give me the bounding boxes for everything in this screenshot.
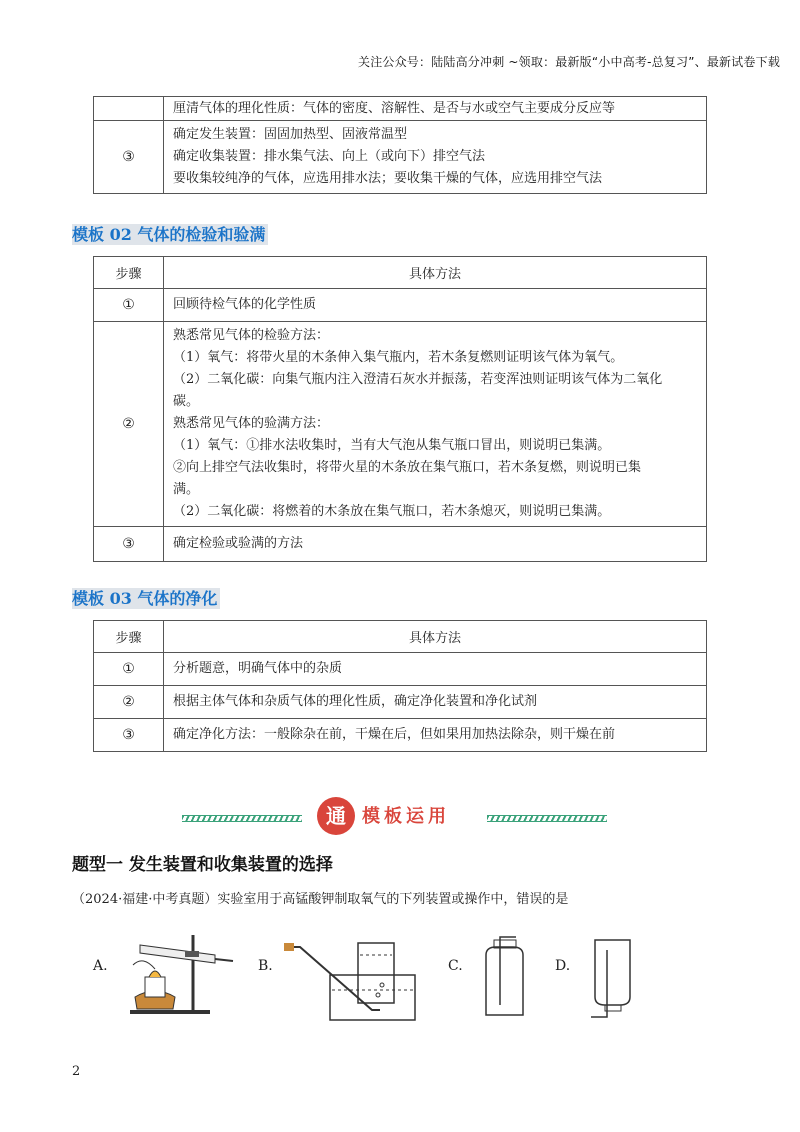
method-cell [164, 653, 707, 686]
method-cell [164, 121, 707, 194]
template-02-table [93, 256, 707, 562]
method-line: （1）氧气：将带火星的木条伸入集气瓶内，若木条复燃则证明该气体为氧气。 [173, 350, 624, 365]
method-cell [164, 97, 707, 121]
banner-stripe-right [487, 815, 607, 822]
page-number: 2 [72, 1064, 81, 1079]
method-line: 回顾待检气体的化学性质 [173, 297, 317, 312]
method-cell [164, 322, 707, 527]
col-step-header: 步骤 [94, 621, 164, 653]
banner-stripe-left [182, 815, 302, 822]
method-line: （2）二氧化碳：向集气瓶内注入澄清石灰水并振荡，若变浑浊则证明该气体为二氧化 [173, 372, 663, 387]
method-cell [164, 686, 707, 719]
table-row [94, 121, 707, 194]
table-header-row [94, 621, 707, 653]
table-row [94, 322, 707, 527]
option-d-label: D. [555, 958, 571, 974]
template-03-title-text: 模板 03 气体的净化 [72, 588, 220, 609]
method-line: 满。 [173, 482, 200, 497]
table-row [94, 289, 707, 322]
method-line: 确定收集装置：排水集气法、向上（或向下）排空气法 [173, 149, 486, 164]
banner-text: 模板运用 [362, 806, 450, 827]
option-c-label: C. [448, 958, 463, 974]
option-a-label: A. [93, 958, 108, 974]
step-cell: ① [94, 653, 164, 686]
method-line: 要收集较纯净的气体，应选用排水法；要收集干燥的气体，应选用排空气法 [173, 171, 603, 186]
gas-bottle-icon [478, 935, 538, 1020]
col-method-header: 具体方法 [164, 621, 707, 653]
header-notice: 关注公众号：陆陆高分冲刺 ~领取：最新版“小中高考-总复习”、最新试卷下载 [358, 55, 781, 69]
heating-apparatus-icon [115, 925, 240, 1020]
col-method-header: 具体方法 [164, 257, 707, 289]
method-line: 确定发生装置：固固加热型、固液常温型 [173, 127, 408, 142]
method-line: 确定净化方法：一般除杂在前，干燥在后，但如果用加热法除杂，则干燥在前 [173, 727, 616, 742]
col-step-header: 步骤 [94, 257, 164, 289]
table-header-row [94, 257, 707, 289]
step-cell: ③ [94, 719, 164, 752]
method-line: 厘清气体的理化性质：气体的密度、溶解性、是否与水或空气主要成分反应等 [173, 100, 616, 116]
water-collection-icon [280, 935, 420, 1025]
table-row [94, 686, 707, 719]
step-cell: ③ [94, 527, 164, 562]
template-usage-banner [182, 793, 622, 841]
table-row [94, 97, 707, 121]
method-cell [164, 719, 707, 752]
banner-badge-icon: 通 [317, 797, 355, 835]
method-line: （2）二氧化碳：将燃着的木条放在集气瓶口，若木条熄灭，则说明已集满。 [173, 504, 611, 519]
template-02-title-text: 模板 02 气体的检验和验满 [72, 224, 268, 245]
table-row [94, 719, 707, 752]
step-cell [94, 97, 164, 121]
template-03-table [93, 620, 707, 752]
inverted-bottle-icon [585, 935, 645, 1020]
top-table [93, 96, 707, 194]
question-type-title: 题型一 发生装置和收集装置的选择 [72, 855, 333, 875]
method-line: 根据主体气体和杂质气体的理化性质，确定净化装置和净化试剂 [173, 694, 538, 709]
template-03-title [72, 586, 220, 609]
method-line: 碳。 [173, 394, 200, 409]
method-line: 确定检验或验满的方法 [173, 536, 304, 551]
method-line: 熟悉常见气体的检验方法： [173, 328, 330, 343]
template-02-title [72, 222, 268, 245]
method-cell [164, 289, 707, 322]
method-line: 分析题意，明确气体中的杂质 [173, 661, 343, 676]
step-cell: ① [94, 289, 164, 322]
step-cell: ② [94, 686, 164, 719]
method-line: （1）氧气：①排水法收集时，当有大气泡从集气瓶口冒出，则说明已集满。 [173, 438, 611, 453]
question-text: （2024·福建·中考真题）实验室用于高锰酸钾制取氧气的下列装置或操作中，错误的是 [72, 892, 569, 907]
step-cell: ③ [94, 121, 164, 194]
method-cell [164, 527, 707, 562]
table-row [94, 527, 707, 562]
step-cell: ② [94, 322, 164, 527]
method-line: 熟悉常见气体的验满方法： [173, 416, 330, 431]
option-b-label: B. [258, 958, 273, 974]
method-line: ②向上排空气法收集时，将带火星的木条放在集气瓶口，若木条复燃，则说明已集 [173, 460, 642, 475]
table-row [94, 653, 707, 686]
